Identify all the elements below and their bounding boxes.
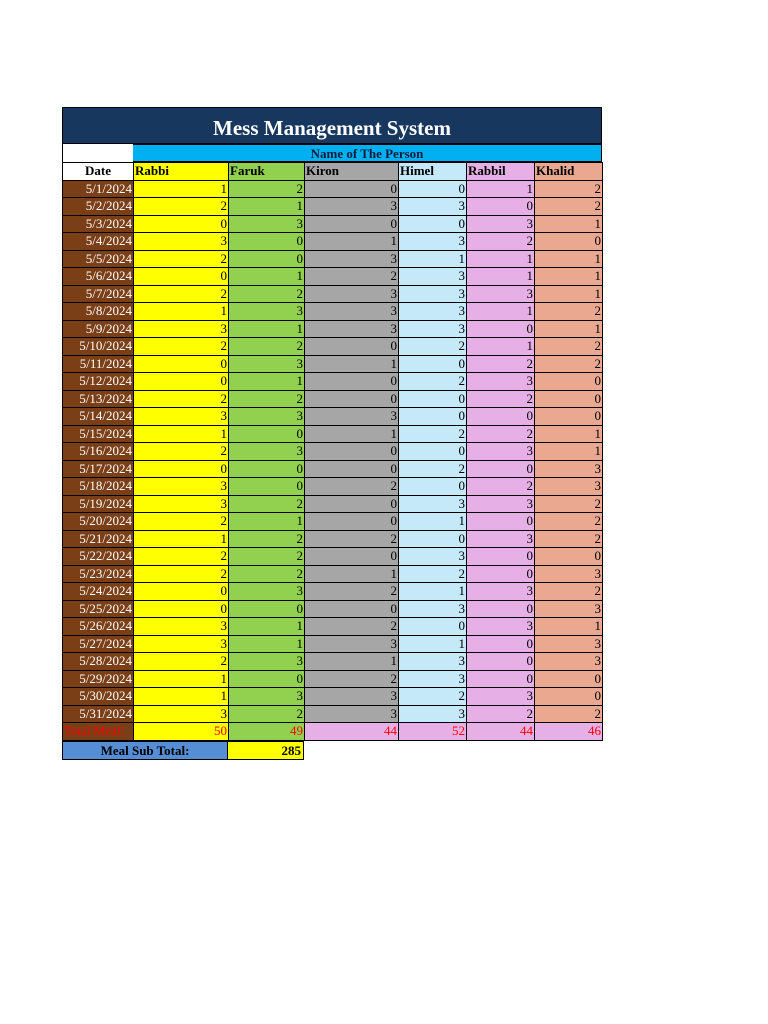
date-cell[interactable]: 5/9/2024 [63,320,134,338]
meal-cell-kiron[interactable]: 0 [305,513,399,531]
meal-cell-kiron[interactable]: 1 [305,653,399,671]
meal-cell-khalid[interactable]: 2 [535,355,603,373]
meal-cell-himel[interactable]: 2 [399,373,467,391]
meal-cell-rabbi[interactable]: 3 [134,320,229,338]
meal-cell-himel[interactable]: 2 [399,460,467,478]
meal-cell-kiron[interactable]: 1 [305,425,399,443]
meal-cell-khalid[interactable]: 0 [535,688,603,706]
meal-cell-faruk[interactable]: 2 [229,390,305,408]
table-row [63,355,603,373]
meal-cell-rabbil[interactable]: 3 [467,495,535,513]
meal-table [62,162,603,741]
total-kiron[interactable]: 44 [305,723,399,741]
meal-cell-rabbil[interactable]: 0 [467,600,535,618]
meal-cell-rabbi[interactable]: 2 [134,443,229,461]
date-cell[interactable]: 5/7/2024 [63,285,134,303]
meal-cell-kiron[interactable]: 2 [305,478,399,496]
meal-subtotal-value[interactable]: 285 [228,741,304,760]
meal-cell-rabbil[interactable]: 0 [467,513,535,531]
meal-cell-rabbi[interactable]: 1 [134,425,229,443]
meal-cell-faruk[interactable]: 1 [229,513,305,531]
meal-cell-rabbil[interactable]: 2 [467,355,535,373]
meal-cell-himel[interactable]: 0 [399,390,467,408]
meal-cell-himel[interactable]: 3 [399,670,467,688]
meal-cell-faruk[interactable]: 3 [229,408,305,426]
meal-cell-faruk[interactable]: 0 [229,460,305,478]
table-row [63,653,603,671]
date-cell[interactable]: 5/21/2024 [63,530,134,548]
meal-cell-kiron[interactable]: 1 [305,355,399,373]
meal-cell-khalid[interactable]: 1 [535,215,603,233]
table-row [63,530,603,548]
meal-cell-rabbil[interactable]: 3 [467,583,535,601]
meal-cell-khalid[interactable]: 2 [535,495,603,513]
table-row [63,478,603,496]
meal-cell-khalid[interactable]: 3 [535,600,603,618]
meal-cell-faruk[interactable]: 3 [229,443,305,461]
meal-cell-rabbil[interactable]: 1 [467,338,535,356]
meal-cell-faruk[interactable]: 1 [229,268,305,286]
date-cell[interactable]: 5/28/2024 [63,653,134,671]
meal-cell-faruk[interactable]: 3 [229,688,305,706]
table-row [63,688,603,706]
meal-cell-himel[interactable]: 3 [399,285,467,303]
person-header-faruk: Faruk [229,163,305,181]
meal-cell-rabbi[interactable]: 0 [134,268,229,286]
meal-cell-rabbi[interactable]: 2 [134,513,229,531]
meal-cell-rabbil[interactable]: 3 [467,285,535,303]
meal-cell-himel[interactable]: 2 [399,338,467,356]
meal-cell-rabbil[interactable]: 0 [467,408,535,426]
meal-cell-himel[interactable]: 3 [399,268,467,286]
meal-rows [63,180,603,723]
date-cell[interactable]: 5/2/2024 [63,198,134,216]
table-row [63,443,603,461]
meal-cell-himel[interactable]: 3 [399,705,467,723]
meal-cell-rabbil[interactable]: 3 [467,215,535,233]
meal-sheet [62,107,602,760]
meal-cell-kiron[interactable]: 3 [305,285,399,303]
table-row [63,215,603,233]
meal-cell-kiron[interactable]: 2 [305,618,399,636]
person-header-rabbi: Rabbi [134,163,229,181]
meal-cell-faruk[interactable]: 2 [229,180,305,198]
meal-cell-khalid[interactable]: 0 [535,408,603,426]
table-row [63,303,603,321]
table-row [63,338,603,356]
meal-cell-himel[interactable]: 3 [399,320,467,338]
meal-cell-rabbi[interactable]: 3 [134,495,229,513]
meal-cell-faruk[interactable]: 0 [229,600,305,618]
meal-cell-khalid[interactable]: 0 [535,233,603,251]
meal-cell-rabbi[interactable]: 3 [134,705,229,723]
meal-cell-khalid[interactable]: 2 [535,303,603,321]
meal-cell-himel[interactable]: 0 [399,530,467,548]
meal-cell-rabbil[interactable]: 2 [467,705,535,723]
date-cell[interactable]: 5/17/2024 [63,460,134,478]
meal-cell-rabbil[interactable]: 0 [467,460,535,478]
column-header-row [63,163,603,181]
person-header-khalid: Khalid [535,163,603,181]
meal-cell-kiron[interactable]: 3 [305,198,399,216]
meal-cell-rabbil[interactable]: 1 [467,268,535,286]
meal-cell-faruk[interactable]: 2 [229,530,305,548]
meal-cell-kiron[interactable]: 3 [305,688,399,706]
meal-cell-himel[interactable]: 0 [399,180,467,198]
meal-cell-kiron[interactable]: 3 [305,320,399,338]
meal-cell-rabbil[interactable]: 3 [467,443,535,461]
table-row [63,495,603,513]
meal-cell-khalid[interactable]: 0 [535,373,603,391]
meal-cell-khalid[interactable]: 2 [535,583,603,601]
person-header-himel: Himel [399,163,467,181]
meal-cell-himel[interactable]: 0 [399,215,467,233]
table-row [63,548,603,566]
meal-cell-himel[interactable]: 3 [399,303,467,321]
meal-cell-rabbi[interactable]: 1 [134,670,229,688]
meal-cell-faruk[interactable]: 1 [229,198,305,216]
meal-cell-faruk[interactable]: 0 [229,478,305,496]
meal-cell-himel[interactable]: 2 [399,425,467,443]
date-cell[interactable]: 5/8/2024 [63,303,134,321]
meal-cell-kiron[interactable]: 3 [305,408,399,426]
table-row [63,583,603,601]
meal-cell-rabbi[interactable]: 0 [134,373,229,391]
meal-cell-rabbi[interactable]: 2 [134,198,229,216]
table-row [63,618,603,636]
date-cell[interactable]: 5/1/2024 [63,180,134,198]
meal-cell-rabbi[interactable]: 1 [134,530,229,548]
meal-cell-rabbil[interactable]: 0 [467,198,535,216]
meal-cell-rabbil[interactable]: 3 [467,618,535,636]
meal-cell-himel[interactable]: 1 [399,635,467,653]
meal-cell-khalid[interactable]: 1 [535,285,603,303]
date-cell[interactable]: 5/10/2024 [63,338,134,356]
table-row [63,408,603,426]
table-row [63,425,603,443]
date-cell[interactable]: 5/20/2024 [63,513,134,531]
meal-cell-kiron[interactable]: 3 [305,635,399,653]
meal-cell-rabbi[interactable]: 2 [134,285,229,303]
meal-cell-kiron[interactable]: 2 [305,530,399,548]
meal-cell-khalid[interactable]: 2 [535,705,603,723]
meal-cell-khalid[interactable]: 1 [535,425,603,443]
table-row [63,705,603,723]
meal-cell-faruk[interactable]: 1 [229,635,305,653]
table-row [63,460,603,478]
meal-cell-kiron[interactable]: 0 [305,600,399,618]
meal-cell-himel[interactable]: 1 [399,513,467,531]
meal-cell-rabbi[interactable]: 3 [134,635,229,653]
date-cell[interactable]: 5/15/2024 [63,425,134,443]
meal-cell-rabbil[interactable]: 0 [467,320,535,338]
table-row [63,373,603,391]
meal-cell-rabbil[interactable]: 0 [467,565,535,583]
meal-cell-rabbi[interactable]: 0 [134,215,229,233]
date-cell[interactable]: 5/18/2024 [63,478,134,496]
meal-cell-rabbi[interactable]: 2 [134,653,229,671]
meal-cell-khalid[interactable]: 1 [535,443,603,461]
total-meal-row [63,723,603,741]
date-cell[interactable]: 5/4/2024 [63,233,134,251]
meal-cell-rabbil[interactable]: 3 [467,688,535,706]
total-khalid[interactable]: 46 [535,723,603,741]
meal-cell-rabbi[interactable]: 0 [134,600,229,618]
meal-cell-kiron[interactable]: 0 [305,180,399,198]
table-row [63,233,603,251]
date-cell[interactable]: 5/26/2024 [63,618,134,636]
meal-subtotal-label[interactable]: Meal Sub Total: [62,741,228,760]
meal-cell-faruk[interactable]: 1 [229,373,305,391]
total-rabbi[interactable]: 50 [134,723,229,741]
meal-cell-kiron[interactable]: 0 [305,548,399,566]
meal-cell-himel[interactable]: 0 [399,408,467,426]
meal-cell-rabbil[interactable]: 0 [467,653,535,671]
meal-cell-rabbi[interactable]: 0 [134,355,229,373]
table-row [63,268,603,286]
meal-cell-rabbil[interactable]: 2 [467,425,535,443]
meal-cell-rabbil[interactable]: 0 [467,670,535,688]
date-cell[interactable]: 5/14/2024 [63,408,134,426]
meal-cell-rabbi[interactable]: 1 [134,180,229,198]
meal-cell-khalid[interactable]: 2 [535,513,603,531]
meal-cell-himel[interactable]: 2 [399,688,467,706]
meal-cell-rabbi[interactable]: 3 [134,618,229,636]
date-cell[interactable]: 5/30/2024 [63,688,134,706]
table-row [63,320,603,338]
meal-cell-himel[interactable]: 0 [399,618,467,636]
date-cell[interactable]: 5/13/2024 [63,390,134,408]
meal-cell-rabbil[interactable]: 3 [467,373,535,391]
meal-cell-rabbi[interactable]: 2 [134,390,229,408]
meal-cell-rabbil[interactable]: 1 [467,250,535,268]
meal-cell-rabbi[interactable]: 2 [134,250,229,268]
table-row [63,670,603,688]
total-meal-label[interactable]: Total Meal: [63,723,134,741]
meal-cell-faruk[interactable]: 2 [229,495,305,513]
date-cell[interactable]: 5/23/2024 [63,565,134,583]
total-faruk[interactable]: 49 [229,723,305,741]
meal-cell-himel[interactable]: 3 [399,198,467,216]
date-cell[interactable]: 5/12/2024 [63,373,134,391]
meal-cell-rabbi[interactable]: 2 [134,565,229,583]
date-cell[interactable]: 5/31/2024 [63,705,134,723]
meal-cell-faruk[interactable]: 0 [229,670,305,688]
date-cell[interactable]: 5/22/2024 [63,548,134,566]
table-row [63,198,603,216]
meal-cell-khalid[interactable]: 0 [535,548,603,566]
total-rabbil[interactable]: 44 [467,723,535,741]
date-cell[interactable]: 5/19/2024 [63,495,134,513]
meal-cell-himel[interactable]: 3 [399,548,467,566]
date-cell[interactable]: 5/3/2024 [63,215,134,233]
meal-cell-faruk[interactable]: 2 [229,548,305,566]
meal-cell-rabbil[interactable]: 2 [467,390,535,408]
meal-cell-khalid[interactable]: 3 [535,635,603,653]
table-row [63,250,603,268]
meal-cell-kiron[interactable]: 1 [305,565,399,583]
meal-cell-faruk[interactable]: 2 [229,285,305,303]
meal-cell-khalid[interactable]: 3 [535,460,603,478]
meal-cell-rabbil[interactable]: 2 [467,233,535,251]
meal-cell-kiron[interactable]: 3 [305,303,399,321]
meal-cell-khalid[interactable]: 2 [535,180,603,198]
meal-cell-kiron[interactable]: 0 [305,338,399,356]
meal-cell-kiron[interactable]: 1 [305,233,399,251]
meal-cell-himel[interactable]: 1 [399,250,467,268]
meal-cell-faruk[interactable]: 0 [229,425,305,443]
date-cell[interactable]: 5/29/2024 [63,670,134,688]
meal-cell-rabbi[interactable]: 2 [134,338,229,356]
meal-cell-himel[interactable]: 2 [399,565,467,583]
meal-cell-rabbil[interactable]: 3 [467,530,535,548]
date-cell[interactable]: 5/16/2024 [63,443,134,461]
meal-cell-rabbi[interactable]: 3 [134,478,229,496]
meal-cell-khalid[interactable]: 3 [535,653,603,671]
meal-cell-khalid[interactable]: 0 [535,390,603,408]
meal-cell-kiron[interactable]: 3 [305,250,399,268]
meal-cell-himel[interactable]: 3 [399,495,467,513]
meal-cell-faruk[interactable]: 0 [229,233,305,251]
meal-cell-rabbi[interactable]: 2 [134,548,229,566]
meal-cell-kiron[interactable]: 0 [305,443,399,461]
date-column-header: Date [63,163,134,181]
meal-cell-khalid[interactable]: 3 [535,478,603,496]
meal-cell-faruk[interactable]: 3 [229,355,305,373]
person-header-kiron: Kiron [305,163,399,181]
meal-cell-khalid[interactable]: 1 [535,618,603,636]
meal-cell-rabbil[interactable]: 0 [467,548,535,566]
meal-cell-khalid[interactable]: 3 [535,565,603,583]
meal-cell-kiron[interactable]: 0 [305,390,399,408]
meal-cell-rabbil[interactable]: 0 [467,635,535,653]
meal-cell-kiron[interactable]: 2 [305,583,399,601]
group-header-blank [62,144,133,162]
meal-cell-faruk[interactable]: 3 [229,583,305,601]
meal-cell-himel[interactable]: 0 [399,443,467,461]
meal-cell-khalid[interactable]: 1 [535,250,603,268]
meal-cell-faruk[interactable]: 3 [229,303,305,321]
table-row [63,635,603,653]
table-row [63,513,603,531]
meal-cell-faruk[interactable]: 1 [229,320,305,338]
meal-cell-khalid[interactable]: 1 [535,320,603,338]
meal-cell-rabbi[interactable]: 3 [134,408,229,426]
meal-cell-kiron[interactable]: 0 [305,460,399,478]
table-row [63,390,603,408]
table-row [63,600,603,618]
meal-cell-faruk[interactable]: 2 [229,338,305,356]
meal-cell-khalid[interactable]: 2 [535,338,603,356]
meal-cell-rabbil[interactable]: 1 [467,303,535,321]
meal-cell-kiron[interactable]: 2 [305,268,399,286]
meal-subtotal-row [62,741,602,760]
table-row [63,285,603,303]
date-cell[interactable]: 5/6/2024 [63,268,134,286]
date-cell[interactable]: 5/24/2024 [63,583,134,601]
meal-cell-himel[interactable]: 0 [399,355,467,373]
meal-cell-kiron[interactable]: 0 [305,215,399,233]
total-himel[interactable]: 52 [399,723,467,741]
meal-cell-rabbi[interactable]: 1 [134,688,229,706]
meal-cell-kiron[interactable]: 0 [305,373,399,391]
meal-cell-rabbi[interactable]: 0 [134,460,229,478]
meal-cell-rabbil[interactable]: 1 [467,180,535,198]
meal-cell-kiron[interactable]: 2 [305,670,399,688]
group-header-label: Name of The Person [133,144,602,162]
meal-cell-khalid[interactable]: 1 [535,268,603,286]
meal-cell-rabbil[interactable]: 2 [467,478,535,496]
meal-cell-kiron[interactable]: 3 [305,705,399,723]
meal-cell-rabbi[interactable]: 1 [134,303,229,321]
meal-cell-faruk[interactable]: 2 [229,565,305,583]
meal-cell-faruk[interactable]: 1 [229,618,305,636]
table-row [63,565,603,583]
person-header-rabbil: Rabbil [467,163,535,181]
meal-cell-himel[interactable]: 1 [399,583,467,601]
date-cell[interactable]: 5/25/2024 [63,600,134,618]
meal-cell-himel[interactable]: 3 [399,233,467,251]
meal-cell-khalid[interactable]: 0 [535,670,603,688]
meal-cell-faruk[interactable]: 2 [229,705,305,723]
meal-cell-faruk[interactable]: 3 [229,653,305,671]
date-cell[interactable]: 5/27/2024 [63,635,134,653]
date-cell[interactable]: 5/11/2024 [63,355,134,373]
meal-cell-kiron[interactable]: 0 [305,495,399,513]
date-cell[interactable]: 5/5/2024 [63,250,134,268]
meal-cell-rabbi[interactable]: 3 [134,233,229,251]
sheet-title: Mess Management System [62,107,602,144]
meal-cell-khalid[interactable]: 2 [535,530,603,548]
meal-cell-faruk[interactable]: 0 [229,250,305,268]
meal-cell-rabbi[interactable]: 0 [134,583,229,601]
meal-cell-himel[interactable]: 3 [399,600,467,618]
group-header-row [62,144,602,162]
table-row [63,180,603,198]
meal-cell-faruk[interactable]: 3 [229,215,305,233]
meal-cell-khalid[interactable]: 2 [535,198,603,216]
meal-cell-himel[interactable]: 3 [399,653,467,671]
meal-cell-himel[interactable]: 0 [399,478,467,496]
